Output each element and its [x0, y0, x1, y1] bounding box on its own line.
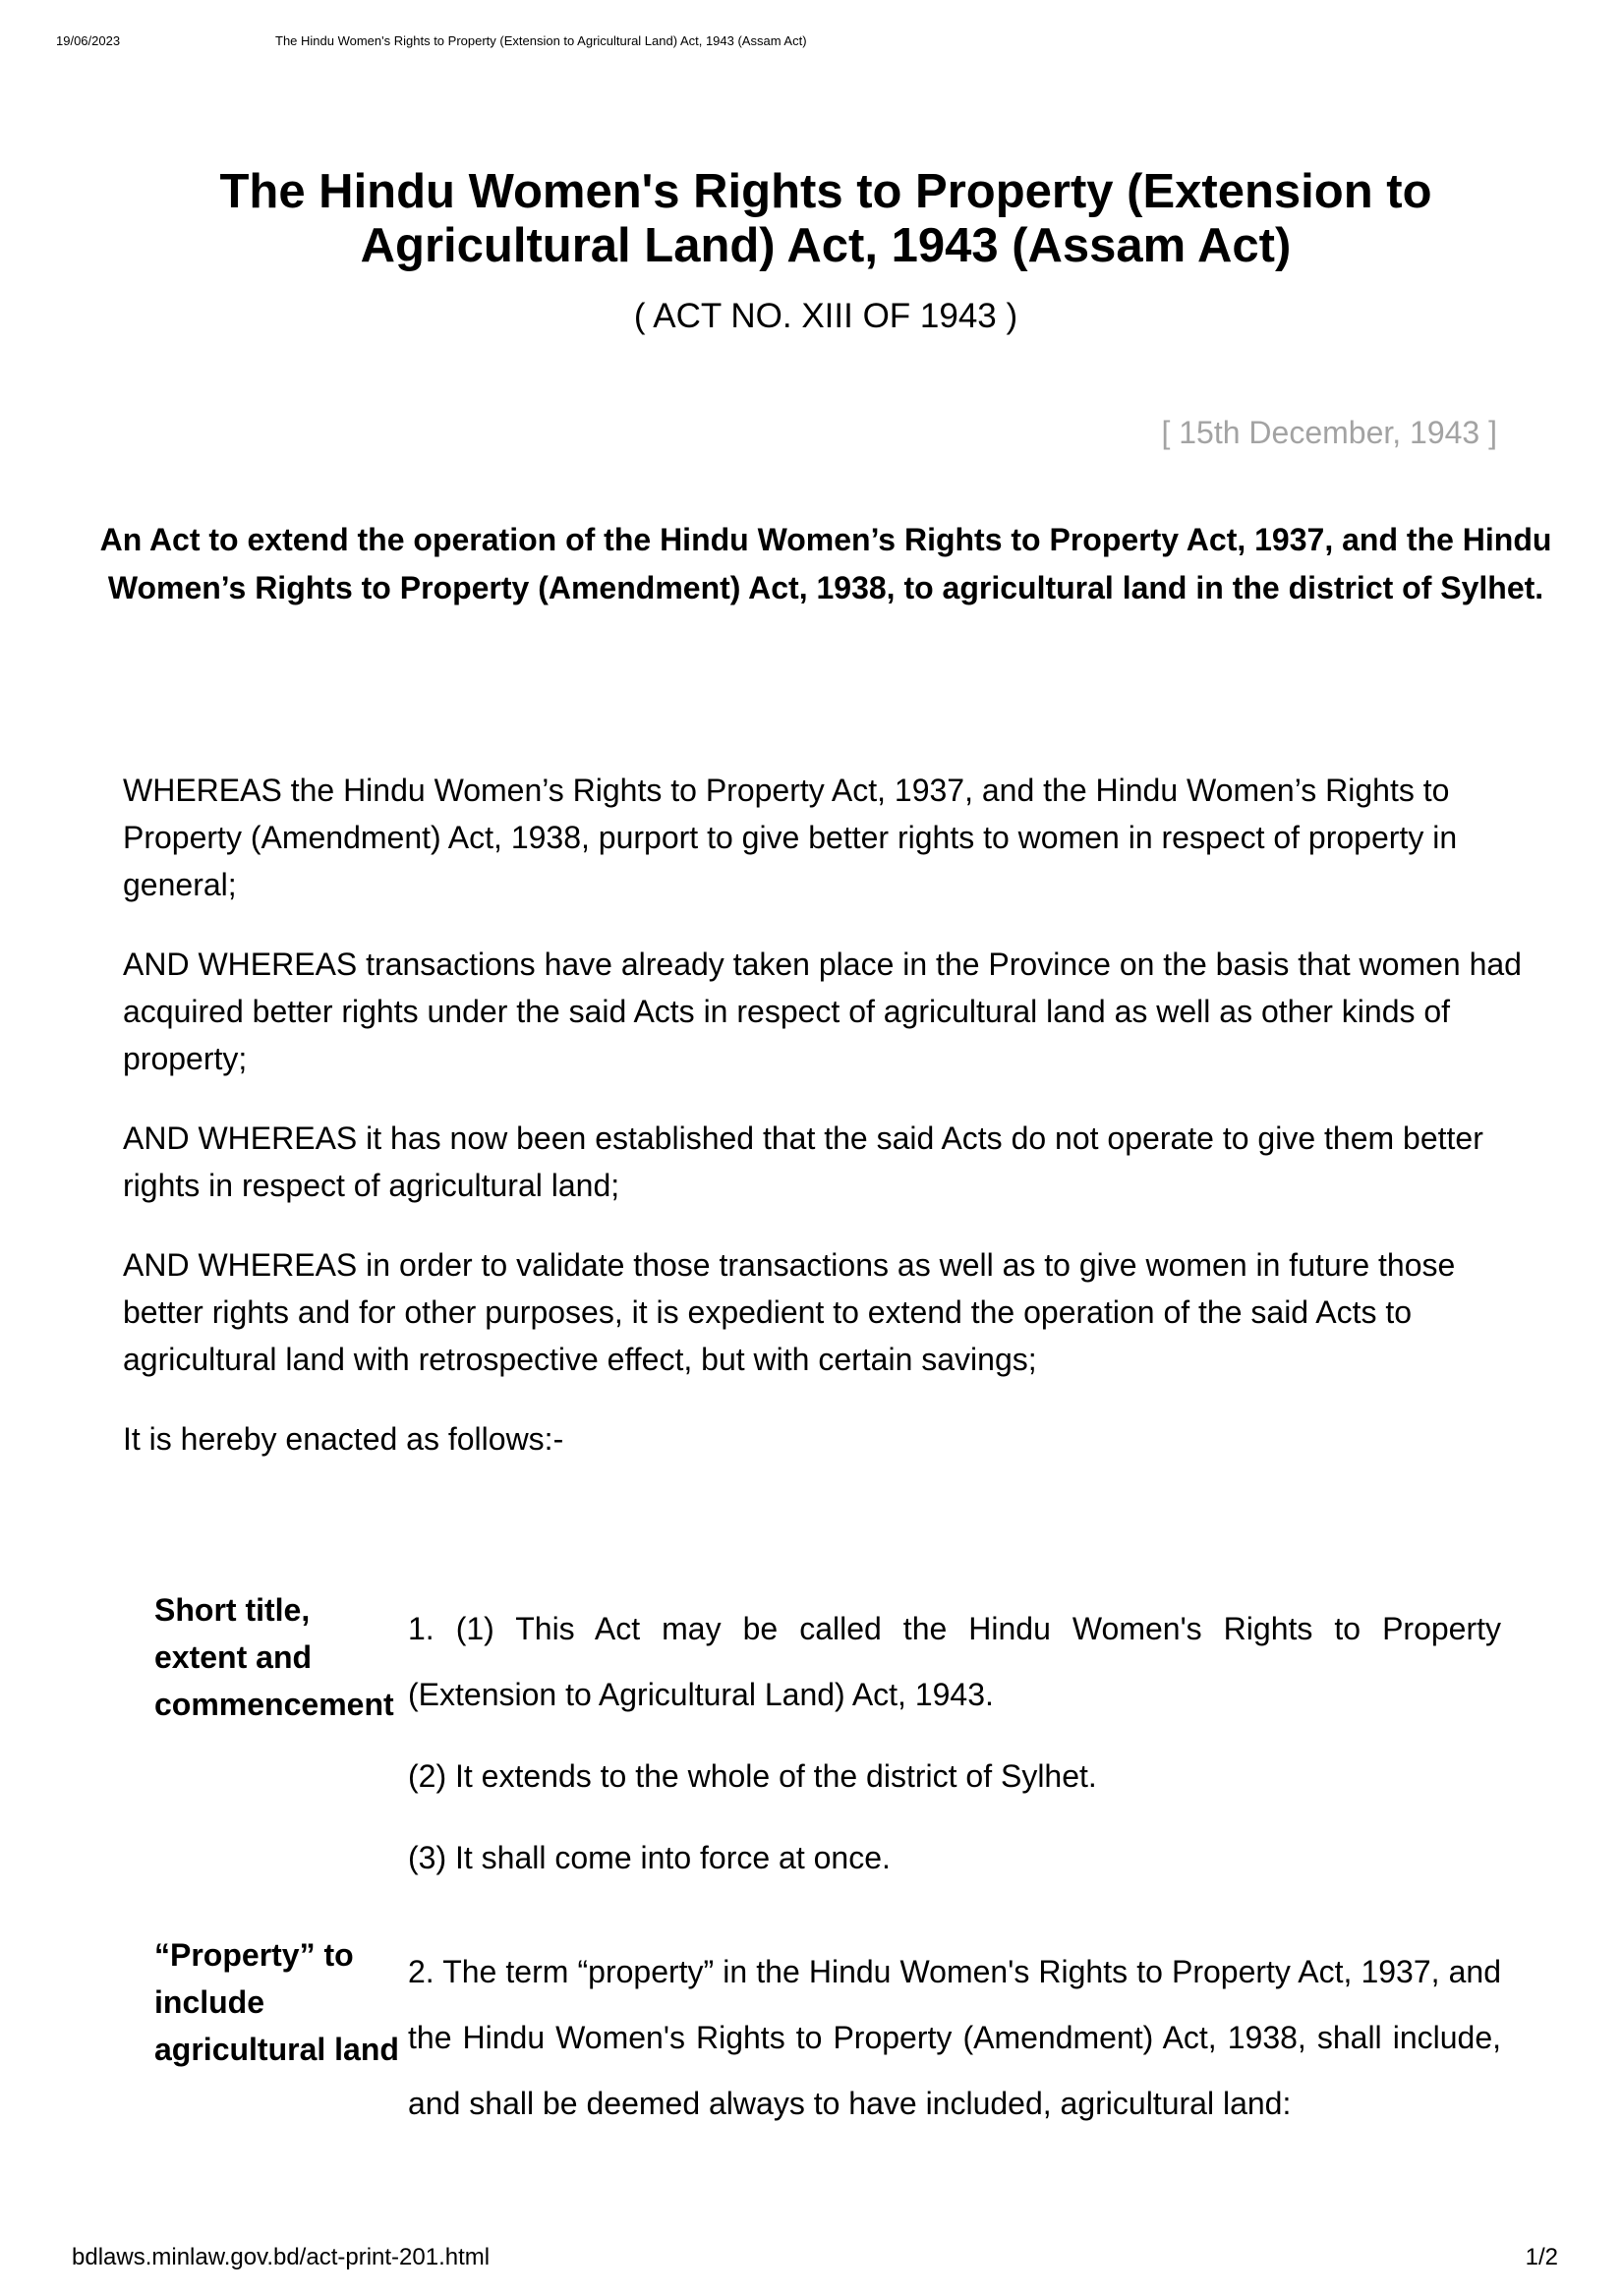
act-long-title: An Act to extend the operation of the Hindu Women’s Rights to Property Act, 1937, and the Hindu Women’s Rights to Property (Amendment) Act, 1938, to agricultural land in the district of Sylhet. — [99, 522, 1552, 605]
section-paragraph: (2) It extends to the whole of the district of Sylhet. — [408, 1758, 1097, 1794]
preamble-paragraph: AND WHEREAS in order to validate those transactions as well as to give women in future those better rights and for other purposes, it is expedient to extend the operation of the said Acts to agricultural land with retrospective effect, but with certain savings; — [123, 1247, 1456, 1377]
print-date: 19/06/2023 — [56, 33, 121, 48]
section-paragraph: (3) It shall come into force at once. — [408, 1840, 891, 1875]
act-title: The Hindu Women's Rights to Property (Extension to Agricultural Land) Act, 1943 (Assam Act) — [219, 165, 1432, 272]
enacting-clause: It is hereby enacted as follows:- — [123, 1421, 564, 1457]
section-paragraph: 1. (1) This Act may be called the Hindu Women's Rights to Property (Extension to Agricultural Land) Act, 1943. — [408, 1611, 1501, 1712]
footer-url: bdlaws.minlaw.gov.bd/act-print-201.html — [72, 2244, 491, 2270]
preamble-paragraph: WHEREAS the Hindu Women’s Rights to Property Act, 1937, and the Hindu Women’s Rights to Property (Amendment) Act, 1938, purport to give better rights to women in respect of property in general; — [123, 773, 1458, 902]
section-paragraph: 2. The term “property” in the Hindu Women's Rights to Property Act, 1937, and the Hindu Women's Rights to Property (Amendment) Act, 1938, shall include, and shall be deemed always to have included, agricultural land: — [408, 1954, 1501, 2121]
preamble — [123, 767, 1538, 1495]
page-number: 1/2 — [1525, 2244, 1558, 2270]
act-date: [ 15th December, 1943 ] — [1161, 415, 1497, 450]
act-number: ( ACT NO. XIII OF 1943 ) — [633, 297, 1018, 335]
section-body — [408, 1931, 1501, 2152]
section-body — [408, 1586, 1501, 1907]
section-margin-note: Short title, extent and commencement — [154, 1592, 394, 1722]
preamble-paragraph: AND WHEREAS it has now been established that the said Acts do not operate to give them better rights in respect of agricultural land; — [123, 1120, 1483, 1203]
section-1 — [154, 1586, 1501, 1907]
section-margin-note: “Property” to include agricultural land — [154, 1937, 399, 2067]
preamble-paragraph: AND WHEREAS transactions have already taken place in the Province on the basis that women had acquired better rights under the said Acts in respect of agricultural land as well as other kinds of property; — [123, 947, 1522, 1076]
print-header-title: The Hindu Women's Rights to Property (Extension to Agricultural Land) Act, 1943 (Assam Act) — [275, 33, 807, 48]
section-2 — [154, 1931, 1501, 2152]
